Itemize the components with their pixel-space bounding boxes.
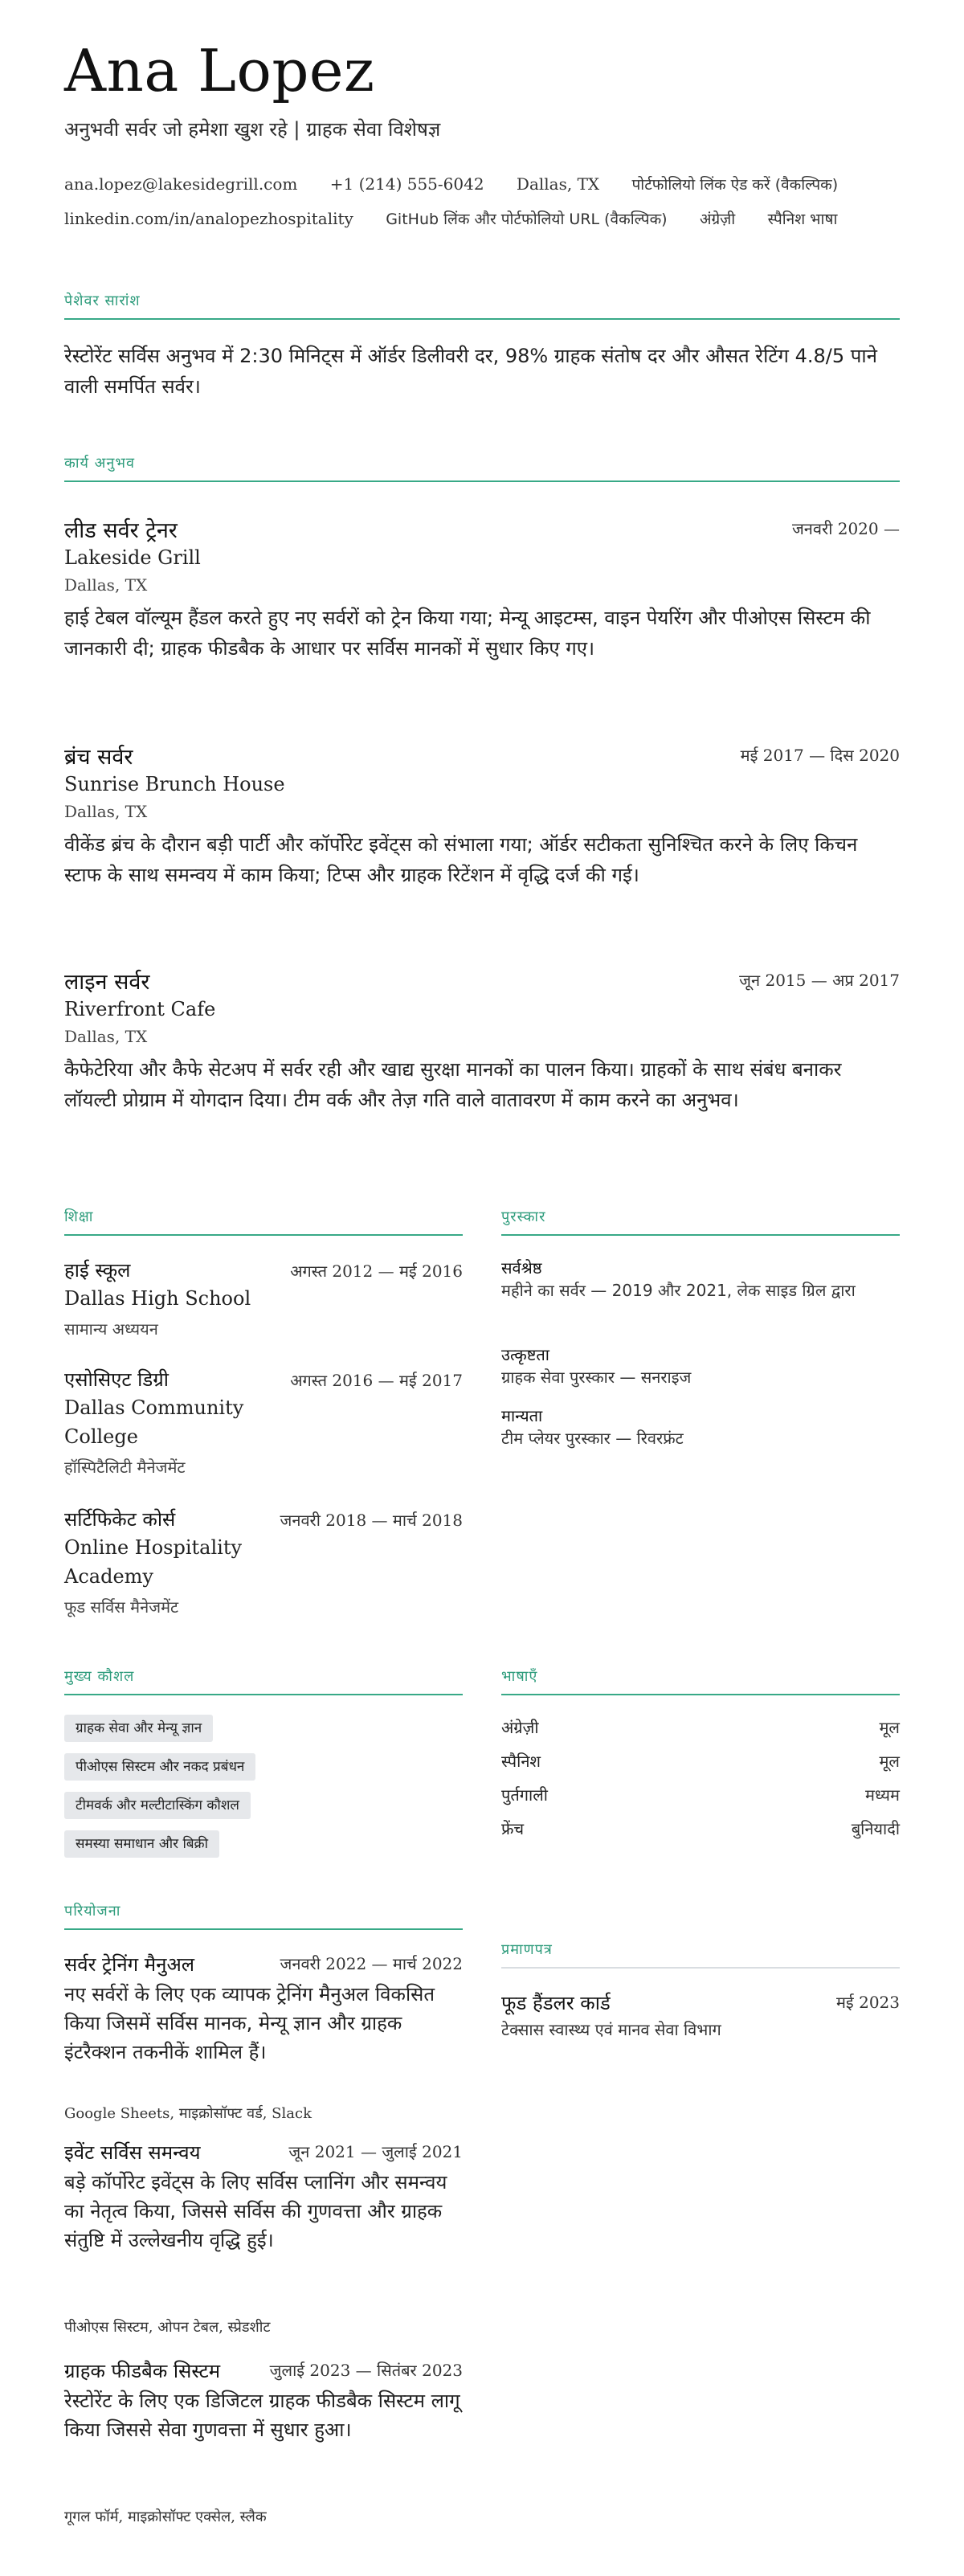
skills-divider xyxy=(64,1694,463,1695)
certification-date: मई 2023 xyxy=(835,1993,900,2012)
job-dates: जून 2015 — अप्र 2017 xyxy=(739,971,900,990)
certifications-divider xyxy=(501,1967,900,1969)
award-detail: ग्राहक सेवा पुरस्कार — सनराइज xyxy=(501,1368,692,1387)
languages-heading: भाषाएँ xyxy=(501,1668,538,1685)
skill-tag: टीमवर्क और मल्टीटास्किंग कौशल xyxy=(64,1792,251,1819)
education-divider xyxy=(64,1234,463,1236)
award-detail: महीने का सर्वर — 2019 और 2021, लेक साइड ग्रिल द्वारा xyxy=(501,1281,856,1300)
language-level: मूल xyxy=(879,1718,900,1737)
contact-github[interactable]: GitHub लिंक और पोर्टफोलियो URL (वैकल्पिक) xyxy=(386,211,668,228)
awards-heading: पुरस्कार xyxy=(501,1208,546,1225)
job-title: ब्रंच सर्वर xyxy=(64,745,133,770)
language-level: बुनियादी xyxy=(851,1819,900,1838)
job-location: Dallas, TX xyxy=(64,802,148,821)
award-title: मान्यता xyxy=(501,1406,543,1425)
project-dates: जून 2021 — जुलाई 2021 xyxy=(288,2142,463,2161)
education-dates: जनवरी 2018 — मार्च 2018 xyxy=(280,1511,463,1530)
language-name: अंग्रेज़ी xyxy=(501,1718,539,1737)
job-title: लाइन सर्वर xyxy=(64,970,150,995)
education-degree: हाई स्कूल xyxy=(64,1259,131,1282)
summary-divider xyxy=(64,318,900,320)
contact-linkedin[interactable]: linkedin.com/in/analopezhospitality xyxy=(64,209,353,228)
language-row xyxy=(501,1818,900,1840)
candidate-name: Ana Lopez xyxy=(64,37,375,104)
education-dates: अगस्त 2016 — मई 2017 xyxy=(290,1371,463,1390)
experience-divider xyxy=(64,480,900,482)
award-entry xyxy=(501,1405,900,1450)
contact-portfolio[interactable]: पोर्टफोलियो लिंक ऐड करें (वैकल्पिक) xyxy=(631,176,839,194)
education-school: Dallas High School xyxy=(64,1287,251,1310)
projects-divider xyxy=(64,1928,463,1930)
education-heading: शिक्षा xyxy=(64,1208,94,1225)
project-dates: जनवरी 2022 — मार्च 2022 xyxy=(280,1954,463,1973)
contact-extra-2: स्पैनिश भाषा xyxy=(767,211,838,228)
contact-row-1 xyxy=(64,174,865,194)
job-location: Dallas, TX xyxy=(64,575,148,595)
contact-location: Dallas, TX xyxy=(516,174,600,194)
education-school: Dallas Community College xyxy=(64,1396,244,1448)
job-description: कैफेटेरिया और कैफे सेटअप में सर्वर रही और खाद्य सुरक्षा मानकों का पालन किया। ग्राहकों के साथ संबंध बनाकर लॉयल्टी प्रोग्राम में योगदान दिया। टीम वर्क और तेज़ गति वाले वातावरण में काम करने का अनुभव। xyxy=(64,1058,842,1111)
language-level: मूल xyxy=(879,1752,900,1771)
contact-extra-1: अंग्रेज़ी xyxy=(699,211,736,228)
award-detail: टीम प्लेयर पुरस्कार — रिवरफ्रंट xyxy=(501,1429,684,1448)
project-title: इवेंट सर्विस समन्वय xyxy=(64,2141,201,2164)
job-title: लीड सर्वर ट्रेनर xyxy=(64,518,178,543)
job-company: Lakeside Grill xyxy=(64,546,201,569)
job-description: वीकेंड ब्रंच के दौरान बड़ी पार्टी और कॉर्पोरेट इवेंट्स को संभाला गया; ऑर्डर सटीकता सुनिश्चित करने के लिए किचन स्टाफ के साथ समन्वय में काम किया; टिप्स और ग्राहक रिटेंशन में वृद्धि दर्ज की गई। xyxy=(64,833,858,886)
contact-email[interactable]: ana.lopez@lakesidegrill.com xyxy=(64,174,298,194)
certification-issuer: टेक्सास स्वास्थ्य एवं मानव सेवा विभाग xyxy=(501,2020,721,2039)
job-location: Dallas, TX xyxy=(64,1027,148,1046)
award-title: उत्कृष्टता xyxy=(501,1345,549,1364)
award-title: सर्वश्रेष्ठ xyxy=(501,1258,542,1278)
job-description: हाई टेबल वॉल्यूम हैंडल करते हुए नए सर्वरों को ट्रेन किया गया; मेन्यू आइटम्स, वाइन पेयरिंग और पीओएस सिस्टम की जानकारी दी; ग्राहक फीडबैक के आधार पर सर्विस मानकों में सुधार किए गए। xyxy=(64,607,871,660)
education-school: Online Hospitality Academy xyxy=(64,1536,243,1588)
contact-row-2 xyxy=(64,208,837,229)
job-dates: जनवरी 2020 — xyxy=(791,519,900,538)
education-degree: एसोसिएट डिग्री xyxy=(64,1368,169,1391)
skill-tag: पीओएस सिस्टम और नकद प्रबंधन xyxy=(64,1753,255,1781)
skills-heading: मुख्य कौशल xyxy=(64,1668,135,1685)
project-description: नए सर्वरों के लिए एक व्यापक ट्रेनिंग मैनुअल विकसित किया जिसमें सर्विस मानक, मेन्यू ज्ञान और ग्राहक इंटरैक्शन तकनीकें शामिल हैं। xyxy=(64,1983,435,2063)
languages-divider xyxy=(501,1694,900,1695)
language-level: मध्यम xyxy=(864,1785,900,1805)
candidate-tagline: अनुभवी सर्वर जो हमेशा खुश रहे | ग्राहक सेवा विशेषज्ञ xyxy=(64,118,441,141)
award-entry xyxy=(501,1343,900,1389)
project-description: रेस्टोरेंट के लिए एक डिजिटल ग्राहक फीडबैक सिस्टम लागू किया जिससे सेवा गुणवत्ता में सुधार हुआ। xyxy=(64,2390,460,2441)
education-field: सामान्य अध्ययन xyxy=(64,1319,158,1339)
project-stack: Google Sheets, माइक्रोसॉफ्ट वर्ड, Slack xyxy=(64,2105,312,2122)
summary-text: रेस्टोरेंट सर्विस अनुभव में 2:30 मिनिट्स में ऑर्डर डिलीवरी दर, 98% ग्राहक संतोष दर और औसत रेटिंग 4.8/5 पाने वाली समर्पित सर्वर। xyxy=(64,345,877,398)
language-row xyxy=(501,1716,900,1739)
language-name: स्पैनिश xyxy=(501,1752,541,1771)
language-name: पुर्तगाली xyxy=(501,1785,548,1805)
projects-heading: परियोजना xyxy=(64,1903,121,1920)
education-field: फूड सर्विस मैनेजमेंट xyxy=(64,1597,179,1617)
project-description: बड़े कॉर्पोरेट इवेंट्स के लिए सर्विस प्लानिंग और समन्वय का नेतृत्व किया, जिससे सर्विस की गुणवत्ता और ग्राहक संतुष्टि में उल्लेखनीय वृद्धि हुई। xyxy=(64,2171,447,2251)
language-name: फ्रेंच xyxy=(501,1819,525,1838)
job-company: Sunrise Brunch House xyxy=(64,773,285,795)
job-dates: मई 2017 — दिस 2020 xyxy=(740,746,900,765)
project-stack: गूगल फॉर्म, माइक्रोसॉफ्ट एक्सेल, स्लैक xyxy=(64,2509,267,2525)
language-row xyxy=(501,1750,900,1773)
education-field: हॉस्पिटैलिटी मैनेजमेंट xyxy=(64,1458,186,1477)
project-stack: पीओएस सिस्टम, ओपन टेबल, स्प्रेडशीट xyxy=(64,2319,271,2336)
award-entry xyxy=(501,1257,900,1302)
project-title: ग्राहक फीडबैक सिस्टम xyxy=(64,2360,221,2382)
contact-phone[interactable]: +1 (214) 555-6042 xyxy=(329,174,484,194)
awards-divider xyxy=(501,1234,900,1236)
summary-heading: पेशेवर सारांश xyxy=(64,292,141,309)
certifications-heading: प्रमाणपत्र xyxy=(501,1941,553,1958)
project-dates: जुलाई 2023 — सितंबर 2023 xyxy=(269,2361,463,2380)
education-degree: सर्टिफिकेट कोर्स xyxy=(64,1508,176,1531)
experience-heading: कार्य अनुभव xyxy=(64,455,136,472)
project-title: सर्वर ट्रेनिंग मैनुअल xyxy=(64,1953,195,1976)
skill-tag: समस्या समाधान और बिक्री xyxy=(64,1830,219,1858)
skill-tag: ग्राहक सेवा और मेन्यू ज्ञान xyxy=(64,1715,213,1742)
job-company: Riverfront Cafe xyxy=(64,998,216,1020)
education-dates: अगस्त 2012 — मई 2016 xyxy=(290,1261,463,1281)
certification-title: फूड हैंडलर कार्ड xyxy=(501,1992,611,2014)
language-row xyxy=(501,1784,900,1806)
